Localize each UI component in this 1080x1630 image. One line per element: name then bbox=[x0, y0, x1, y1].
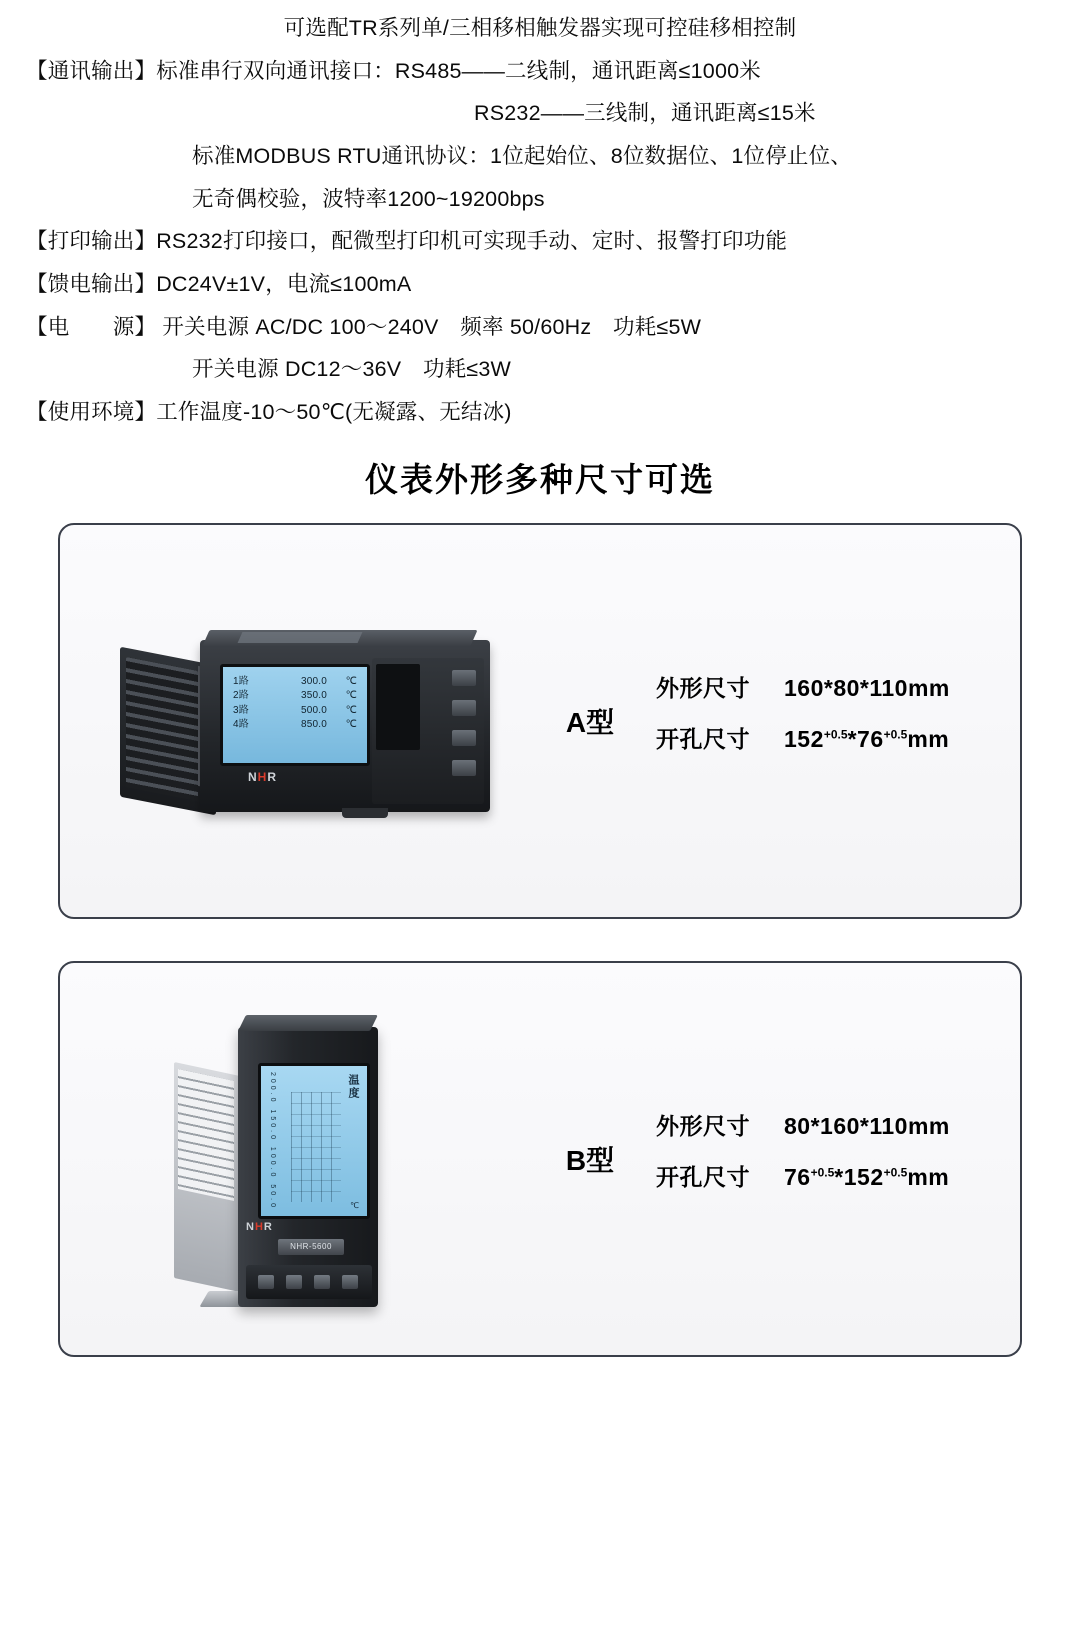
lcd-unit: ℃ bbox=[345, 704, 357, 716]
device-a-brand-logo: NHR bbox=[248, 769, 278, 784]
dimension-value: 80*160*110mm bbox=[784, 1112, 950, 1139]
cutout-w: 76 bbox=[784, 1163, 811, 1190]
device-a-bottom-tab bbox=[342, 808, 388, 818]
lcd-unit: ℃ bbox=[345, 675, 357, 687]
spec-line-power-supply-1: 【电 源】 开关电源 AC/DC 100～240V 频率 50/60Hz 功耗≤5W bbox=[26, 314, 702, 339]
dimension-row-outline-b bbox=[656, 1108, 950, 1141]
lcd-channel-label: 1路 bbox=[233, 675, 249, 687]
spec-line-trigger: 可选配TR系列单/三相移相触发器实现可控硅移相控制 bbox=[283, 16, 797, 40]
dimension-row-cutout-a bbox=[656, 721, 950, 754]
lcd-title: 温度 bbox=[347, 1073, 359, 1100]
device-b-key-2[interactable] bbox=[286, 1275, 302, 1289]
product-card-a bbox=[58, 523, 1022, 919]
dimension-key: 开孔尺寸 bbox=[656, 725, 750, 752]
lcd-unit: ℃ bbox=[350, 1200, 359, 1210]
cutout-w: 152 bbox=[784, 725, 824, 752]
device-b-key-1[interactable] bbox=[258, 1275, 274, 1289]
cutout-h: *152 bbox=[834, 1163, 884, 1190]
lcd-value: 300.0 bbox=[300, 675, 327, 687]
device-b-nameplate: NHR-5600 bbox=[278, 1239, 344, 1255]
device-b-brand-logo: NHR bbox=[246, 1220, 273, 1233]
lcd-row bbox=[229, 718, 361, 733]
cutout-h: *76 bbox=[847, 725, 884, 752]
spec-line-comm-2: RS232——三线制，通讯距离≤15米 bbox=[474, 101, 816, 126]
dimension-row-outline-a bbox=[656, 670, 950, 703]
lcd-channel-label: 3路 bbox=[233, 704, 249, 716]
spec-line-environment: 【使用环境】工作温度-10～50℃(无凝露、无结冰) bbox=[26, 399, 512, 424]
lcd-unit: ℃ bbox=[345, 690, 357, 702]
device-image-a bbox=[60, 525, 530, 917]
dimension-value bbox=[784, 726, 949, 753]
product-card-b bbox=[58, 961, 1022, 1357]
spec-line-comm-1: 【通讯输出】标准串行双向通讯接口：RS485——二线制，通讯距离≤1000米 bbox=[26, 58, 761, 83]
spec-line-modbus-2: 无奇偶校验，波特率1200~19200bps bbox=[192, 186, 545, 211]
device-image-b bbox=[60, 963, 530, 1355]
device-a-key-3[interactable] bbox=[452, 730, 476, 746]
device-a-lcd-screen bbox=[220, 664, 370, 766]
spec-line-modbus-1: 标准MODBUS RTU通讯协议：1位起始位、8位数据位、1位停止位、 bbox=[192, 143, 853, 168]
device-a-dark-pad bbox=[376, 664, 420, 750]
lcd-scale-labels: 200.0 150.0 100.0 50.0 bbox=[269, 1071, 276, 1210]
dimension-key: 开孔尺寸 bbox=[656, 1163, 750, 1190]
lcd-channel-label: 2路 bbox=[233, 690, 249, 702]
lcd-unit: ℃ bbox=[345, 719, 357, 731]
device-b-key-4[interactable] bbox=[342, 1275, 358, 1289]
device-a-key-4[interactable] bbox=[452, 760, 476, 776]
spec-line-power-supply-2: 开关电源 DC12～36V 功耗≤3W bbox=[192, 357, 512, 382]
lcd-value: 350.0 bbox=[300, 690, 327, 702]
lcd-row bbox=[229, 689, 361, 704]
device-a-heat-fins bbox=[126, 657, 198, 801]
lcd-channel-label: 4路 bbox=[233, 719, 249, 731]
lcd-value: 500.0 bbox=[300, 704, 327, 716]
dimension-key: 外形尺寸 bbox=[656, 1112, 750, 1139]
device-a-key-2[interactable] bbox=[452, 700, 476, 716]
spec-line-print: 【打印输出】RS232打印接口，配微型打印机可实现手动、定时、报警打印功能 bbox=[26, 229, 788, 254]
lcd-row bbox=[229, 675, 361, 690]
device-b-terminal-block bbox=[178, 1069, 234, 1201]
cutout-w-tolerance: +0.5 bbox=[810, 1164, 835, 1179]
cutout-unit: mm bbox=[907, 725, 950, 752]
dimension-list-a bbox=[650, 670, 950, 772]
lcd-trend-grid bbox=[291, 1092, 341, 1202]
model-type-label-a: A型 bbox=[565, 706, 615, 738]
device-b-top-panel bbox=[238, 1015, 378, 1031]
dimension-list-b bbox=[650, 1108, 950, 1210]
specifications-block bbox=[0, 0, 1080, 428]
device-b-key-3[interactable] bbox=[314, 1275, 330, 1289]
dimension-key: 外形尺寸 bbox=[656, 674, 750, 701]
dimension-value: 160*80*110mm bbox=[784, 674, 950, 701]
device-a-key-1[interactable] bbox=[452, 670, 476, 686]
cutout-h-tolerance: +0.5 bbox=[883, 726, 908, 741]
dimension-row-cutout-b bbox=[656, 1159, 950, 1192]
device-a-top-highlight bbox=[238, 632, 363, 643]
device-b-lcd-screen bbox=[258, 1063, 370, 1219]
spec-line-power-output: 【馈电输出】DC24V±1V，电流≤100mA bbox=[26, 271, 412, 296]
cutout-w-tolerance: +0.5 bbox=[823, 726, 848, 741]
cutout-unit: mm bbox=[907, 1163, 950, 1190]
dimension-value bbox=[784, 1164, 949, 1191]
model-type-label-b: B型 bbox=[565, 1144, 615, 1176]
lcd-value: 850.0 bbox=[300, 719, 327, 731]
lcd-row bbox=[229, 704, 361, 719]
section-title: 仪表外形多种尺寸可选 bbox=[365, 460, 715, 498]
cutout-h-tolerance: +0.5 bbox=[883, 1164, 908, 1179]
